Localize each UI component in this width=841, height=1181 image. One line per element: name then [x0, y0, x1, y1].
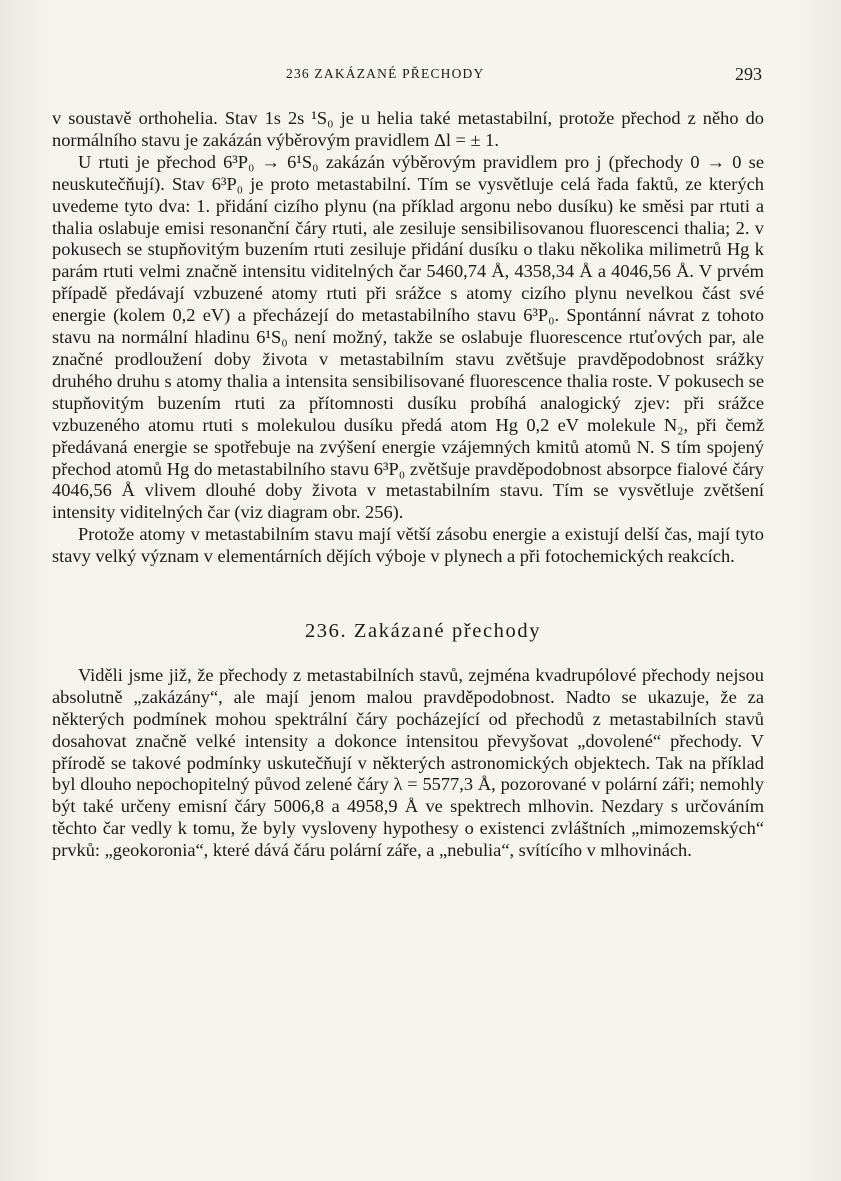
running-title: 236 ZAKÁZANÉ PŘECHODY: [286, 66, 485, 81]
section-heading: 236. Zakázané přechody: [304, 620, 542, 643]
paragraph-metastable-significance: Protože atomy v metastabilním stavu mají větší zásobu energie a existují delší čas, mají tyto stavy velký význam v elementárních dějích výboje v plynech a při fotochemických reakcích.: [52, 524, 764, 567]
page-number: 293: [735, 64, 762, 84]
body-text: [52, 108, 764, 862]
paragraph-mercury-metastable: U rtuti je přechod 6³P₀ → 6¹S₀ zakázán výběrovým pravidlem pro j (přechody 0 → 0 se neuskutečňují). Stav 6³P₀ je proto metastabilní. Tím se vysvětluje celá řada faktů, ze kterých uvedeme tyto dva: 1. přidání cizího plynu (na příklad argonu nebo dusíku) ke směsi par rtuti a thalia oslabuje emisi resonanční čáry rtuti, ale zesiluje sensibilisovanou fluorescenci thalia; 2. v pokusech se stupňovitým buzením rtuti zesiluje přidání dusíku o tlaku několika milimetrů Hg k parám rtuti velmi značně intensitu viditelných čar 5460,74 Å, 4358,34 Å a 4046,56 Å. V prvém případě předávají vzbuzené atomy rtuti při srážce s atomy cizího plynu nevelkou část své energie (kolem 0,2 eV) a přecházejí do metastabilního stavu 6³P₀. Spontánní návrat z tohoto stavu na normální hladinu 6¹S₀ není možný, takže se oslabuje fluorescence rtuťových par, ale značné prodloužení doby života v metastabilním stavu zvětšuje pravděpodobnost srážky druhého druhu s atomy thalia a intensita sensibilisované fluorescence thalia roste. V pokusech se stupňovitým buzením rtuti za přítomnosti dusíku probíhá analogický zjev: při srážce vzbuzeného atomu rtuti s molekulou dusíku předá atom Hg 0,2 eV molekule N₂, při čemž předávaná energie se spotřebuje na zvýšení energie vzájemných kmitů atomů N. S tím spojený přechod atomů Hg do metastabilního stavu 6³P₀ zvětšuje pravděpodobnost absorpce fialové čáry 4046,56 Å vlivem dlouhé doby života v metastabilním stavu. Tím se vysvětluje zvětšení intensity viditelných čar (viz diagram obr. 256).: [52, 151, 764, 523]
paragraph-forbidden-transitions: Viděli jsme již, že přechody z metastabilních stavů, zejména kvadrupólové přechody nejsou absolutně „zakázány“, ale mají jenom malou pravděpodobnost. Nadto se ukazuje, že za některých podmínek mohou spektrální čáry pocházející od přechodů z metastabilních stavů dosahovat značně velké intensity a dokonce intensitou převyšovat „dovolené“ přechody. V přírodě se takové podmínky uskutečňují v některých astronomických objektech. Tak na příklad byl dlouho nepochopitelný původ zelené čáry λ = 5577,3 Å, pozorované v polární záři; nemohly být také určeny emisní čáry 5006,8 a 4958,9 Å ve spektrech mlhovin. Nezdary s určováním těchto čar vedly k tomu, že byly vysloveny hypothesy o existenci zvláštních „mimozemských“ prvků: „geokoronia“, které dává čáru polární záře, a „nebulia“, svítícího v mlhovinách.: [52, 664, 764, 861]
paragraph-orthohelium: v soustavě orthohelia. Stav 1s 2s ¹S₀ je u helia také metastabilní, protože přechod z něho do normálního stavu je zakázán výběrovým pravidlem Δl = ± 1.: [52, 108, 764, 150]
page-header: [52, 64, 762, 88]
